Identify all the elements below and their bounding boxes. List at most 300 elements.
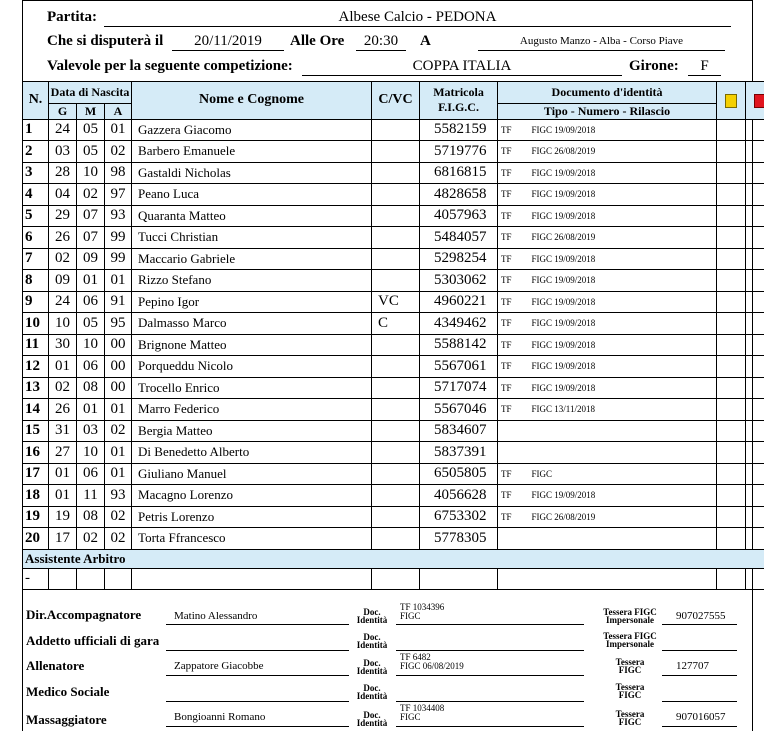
header-documento: Documento d'identità	[498, 82, 717, 104]
player-document-detail: FIGC 19/09/2018	[531, 382, 596, 393]
player-birth-year: 00	[105, 356, 132, 378]
assistente-m	[77, 568, 105, 590]
assistente-nome	[132, 568, 372, 590]
competizione-line	[302, 75, 622, 76]
massaggiatore-doc-1: TF 1034408	[400, 703, 445, 713]
player-matricola: 4057963	[420, 205, 498, 227]
dir-name: Matino Alessandro	[174, 610, 258, 622]
header-data-nascita: Data di Nascita	[49, 82, 132, 104]
player-birth-day: 28	[49, 162, 77, 184]
player-document-type: TF	[501, 124, 512, 135]
player-red-card	[746, 442, 764, 464]
player-document-detail: FIGC 19/09/2018	[531, 275, 596, 286]
player-number: 1	[23, 119, 49, 141]
allenatore-tessera: 127707	[676, 660, 709, 672]
player-document-type: TF	[501, 339, 512, 350]
player-red-card	[746, 463, 764, 485]
player-birth-day: 02	[49, 248, 77, 270]
player-number: 4	[23, 184, 49, 206]
allenatore-label: Allenatore	[26, 658, 85, 673]
header-yellow-card	[717, 82, 746, 120]
player-red-card	[746, 313, 764, 335]
player-captain	[372, 119, 420, 141]
girone-value: F	[700, 58, 709, 74]
player-birth-day: 03	[49, 141, 77, 163]
player-row	[23, 141, 764, 163]
player-name: Barbero Emanuele	[132, 141, 372, 163]
player-number: 3	[23, 162, 49, 184]
player-birth-month: 03	[77, 420, 105, 442]
player-yellow-card	[717, 506, 746, 528]
player-document	[498, 184, 717, 206]
allenatore-doc-2: FIGC 06/08/2019	[400, 661, 464, 671]
allenatore-line	[166, 675, 349, 676]
data-line	[172, 50, 284, 51]
player-name: Porqueddu Nicolo	[132, 356, 372, 378]
player-row	[23, 356, 764, 378]
partita-value: Albese Calcio - PEDONA	[338, 9, 497, 25]
player-birth-day: 27	[49, 442, 77, 464]
player-red-card	[746, 356, 764, 378]
player-row	[23, 334, 764, 356]
yellow-card-icon	[725, 94, 737, 108]
dir-tessera-label: Tessera FIGC Impersonale	[603, 607, 657, 625]
allenatore-name: Zappatore Giacobbe	[174, 660, 264, 672]
massaggiatore-tessera: 907016057	[676, 711, 726, 723]
a-label: A	[420, 33, 431, 49]
player-birth-month: 09	[77, 248, 105, 270]
player-document	[498, 377, 717, 399]
player-birth-month: 10	[77, 442, 105, 464]
player-document-detail: FIGC 19/09/2018	[531, 167, 596, 178]
player-birth-day: 19	[49, 506, 77, 528]
player-document-detail: FIGC 26/08/2019	[531, 232, 596, 243]
player-birth-month: 05	[77, 119, 105, 141]
player-yellow-card	[717, 141, 746, 163]
player-red-card	[746, 248, 764, 270]
header-documento-sub: Tipo - Numero - Rilascio	[498, 103, 717, 119]
allenatore-doc-1: TF 6482	[400, 652, 431, 662]
player-birth-day: 04	[49, 184, 77, 206]
player-name: Gastaldi Nicholas	[132, 162, 372, 184]
player-birth-day: 24	[49, 119, 77, 141]
player-birth-day: 26	[49, 227, 77, 249]
competizione-value: COPPA ITALIA	[412, 58, 512, 74]
allenatore-doc-label: Doc. Identità	[356, 658, 388, 676]
massaggiatore-doc-label: Doc. Identità	[356, 710, 388, 728]
player-name: Torta Ffrancesco	[132, 528, 372, 550]
player-birth-month: 10	[77, 162, 105, 184]
player-captain	[372, 162, 420, 184]
assistente-row	[23, 568, 764, 590]
player-birth-month: 07	[77, 227, 105, 249]
player-matricola: 4056628	[420, 485, 498, 507]
player-matricola: 6753302	[420, 506, 498, 528]
player-red-card	[746, 184, 764, 206]
player-yellow-card	[717, 399, 746, 421]
header-a: A	[105, 103, 132, 119]
player-name: Macagno Lorenzo	[132, 485, 372, 507]
player-birth-year: 02	[105, 506, 132, 528]
player-document	[498, 399, 717, 421]
player-red-card	[746, 485, 764, 507]
player-number: 20	[23, 528, 49, 550]
player-row	[23, 162, 764, 184]
header-red-card	[746, 82, 764, 120]
player-red-card	[746, 227, 764, 249]
player-document-type: TF	[501, 253, 512, 264]
massaggiatore-tessera-line	[662, 726, 737, 727]
player-yellow-card	[717, 270, 746, 292]
player-name: Petris Lorenzo	[132, 506, 372, 528]
player-name: Bergia Matteo	[132, 420, 372, 442]
player-document	[498, 334, 717, 356]
header-g: G	[49, 103, 77, 119]
player-matricola: 5834607	[420, 420, 498, 442]
player-yellow-card	[717, 377, 746, 399]
competizione-label: Valevole per la seguente competizione:	[47, 58, 293, 74]
player-document-type: TF	[501, 511, 512, 522]
medico-tessera-label: Tessera FIGC	[615, 682, 645, 700]
player-document	[498, 420, 717, 442]
assistente-yellow	[717, 568, 746, 590]
player-document-type: TF	[501, 275, 512, 286]
player-row	[23, 205, 764, 227]
player-row	[23, 463, 764, 485]
ore-line	[356, 50, 406, 51]
luogo-line	[478, 50, 725, 51]
ore-value: 20:30	[363, 33, 399, 49]
player-birth-day: 10	[49, 313, 77, 335]
luogo-value: Augusto Manzo - Alba - Corso Piave	[519, 35, 684, 47]
dir-doc-label: Doc. Identità	[356, 607, 388, 625]
player-birth-day: 01	[49, 485, 77, 507]
player-document	[498, 485, 717, 507]
player-matricola: 4349462	[420, 313, 498, 335]
player-captain	[372, 184, 420, 206]
medico-line	[166, 701, 349, 702]
player-red-card	[746, 205, 764, 227]
medico-tessera-line	[662, 701, 737, 702]
player-matricola: 4960221	[420, 291, 498, 313]
player-red-card	[746, 162, 764, 184]
player-birth-month: 05	[77, 141, 105, 163]
player-yellow-card	[717, 248, 746, 270]
player-birth-day: 01	[49, 356, 77, 378]
player-matricola: 5298254	[420, 248, 498, 270]
player-birth-year: 95	[105, 313, 132, 335]
player-captain: C	[372, 313, 420, 335]
data-value: 20/11/2019	[194, 33, 262, 49]
player-birth-year: 02	[105, 141, 132, 163]
player-captain	[372, 270, 420, 292]
player-yellow-card	[717, 528, 746, 550]
assistente-n: -	[23, 568, 49, 590]
player-number: 12	[23, 356, 49, 378]
massaggiatore-doc-line	[396, 726, 584, 727]
player-number: 11	[23, 334, 49, 356]
player-captain	[372, 227, 420, 249]
partita-line	[104, 26, 731, 27]
player-number: 16	[23, 442, 49, 464]
player-number: 8	[23, 270, 49, 292]
player-birth-month: 05	[77, 313, 105, 335]
player-captain	[372, 442, 420, 464]
player-birth-year: 00	[105, 377, 132, 399]
player-name: Pepino Igor	[132, 291, 372, 313]
player-document	[498, 356, 717, 378]
player-birth-day: 26	[49, 399, 77, 421]
ore-label: Alle Ore	[290, 33, 345, 49]
addetto-doc-line	[396, 650, 584, 651]
medico-doc-line	[396, 701, 584, 702]
player-birth-day: 02	[49, 377, 77, 399]
player-yellow-card	[717, 463, 746, 485]
player-birth-year: 99	[105, 227, 132, 249]
player-birth-year: 01	[105, 119, 132, 141]
dir-label: Dir.Accompagnatore	[26, 607, 142, 622]
player-birth-year: 02	[105, 420, 132, 442]
player-red-card	[746, 528, 764, 550]
allenatore-tessera-label: Tessera FIGC	[615, 657, 645, 675]
assistente-a	[105, 568, 132, 590]
medico-label: Medico Sociale	[26, 684, 110, 699]
player-red-card	[746, 141, 764, 163]
assistente-red	[746, 568, 764, 590]
massaggiatore-doc-2: FIGC	[400, 712, 421, 722]
player-matricola: 5567046	[420, 399, 498, 421]
player-captain	[372, 399, 420, 421]
player-row	[23, 485, 764, 507]
player-document	[498, 442, 717, 464]
red-card-icon	[754, 94, 764, 108]
player-number: 7	[23, 248, 49, 270]
player-yellow-card	[717, 291, 746, 313]
player-captain	[372, 356, 420, 378]
assistente-g	[49, 568, 77, 590]
player-matricola: 6505805	[420, 463, 498, 485]
player-birth-month: 01	[77, 270, 105, 292]
player-document-type: TF	[501, 167, 512, 178]
player-document-detail: FIGC 19/09/2018	[531, 296, 596, 307]
player-document	[498, 291, 717, 313]
player-document-type: TF	[501, 189, 512, 200]
header-m: M	[77, 103, 105, 119]
dir-doc-line	[396, 624, 584, 625]
player-document-type: TF	[501, 296, 512, 307]
girone-label: Girone:	[629, 58, 679, 74]
player-yellow-card	[717, 485, 746, 507]
player-birth-day: 30	[49, 334, 77, 356]
player-document-type: TF	[501, 361, 512, 372]
player-captain: VC	[372, 291, 420, 313]
player-name: Brignone Matteo	[132, 334, 372, 356]
player-red-card	[746, 291, 764, 313]
player-birth-day: 24	[49, 291, 77, 313]
player-row	[23, 184, 764, 206]
player-number: 14	[23, 399, 49, 421]
player-document-detail: FIGC	[531, 468, 553, 479]
player-document-detail: FIGC 19/09/2018	[531, 210, 596, 221]
girone-line	[688, 75, 721, 76]
addetto-label: Addetto ufficiali di gara	[26, 633, 160, 648]
player-row	[23, 270, 764, 292]
player-document-type: TF	[501, 468, 512, 479]
player-document-detail: FIGC 13/11/2018	[531, 404, 595, 415]
player-name: Marro Federico	[132, 399, 372, 421]
player-birth-month: 10	[77, 334, 105, 356]
player-birth-year: 01	[105, 463, 132, 485]
player-name: Giuliano Manuel	[132, 463, 372, 485]
player-row	[23, 399, 764, 421]
player-yellow-card	[717, 162, 746, 184]
player-document-detail: FIGC 19/09/2018	[531, 189, 596, 200]
player-document-type: TF	[501, 382, 512, 393]
player-captain	[372, 420, 420, 442]
player-number: 6	[23, 227, 49, 249]
player-row	[23, 119, 764, 141]
player-number: 9	[23, 291, 49, 313]
player-birth-month: 02	[77, 528, 105, 550]
player-captain	[372, 141, 420, 163]
massaggiatore-name: Bongioanni Romano	[174, 711, 266, 723]
player-matricola: 5719776	[420, 141, 498, 163]
player-document-type: TF	[501, 210, 512, 221]
player-birth-year: 91	[105, 291, 132, 313]
player-document-detail: FIGC 19/09/2018	[531, 253, 596, 264]
player-yellow-card	[717, 227, 746, 249]
player-birth-year: 98	[105, 162, 132, 184]
player-birth-year: 00	[105, 334, 132, 356]
player-document	[498, 506, 717, 528]
player-document-detail: FIGC 19/09/2018	[531, 318, 596, 329]
dir-doc-1: TF 1034396	[400, 602, 445, 612]
player-yellow-card	[717, 442, 746, 464]
player-yellow-card	[717, 313, 746, 335]
player-birth-year: 99	[105, 248, 132, 270]
player-row	[23, 420, 764, 442]
player-document-detail: FIGC 26/08/2019	[531, 511, 596, 522]
player-captain	[372, 205, 420, 227]
player-birth-year: 93	[105, 205, 132, 227]
player-row	[23, 377, 764, 399]
player-name: Tucci Christian	[132, 227, 372, 249]
player-birth-day: 01	[49, 463, 77, 485]
player-yellow-card	[717, 334, 746, 356]
player-yellow-card	[717, 119, 746, 141]
player-document-detail: FIGC 19/09/2018	[531, 361, 596, 372]
player-document	[498, 119, 717, 141]
player-document-detail: FIGC 19/09/2018	[531, 124, 596, 135]
player-yellow-card	[717, 205, 746, 227]
player-yellow-card	[717, 184, 746, 206]
player-red-card	[746, 270, 764, 292]
player-birth-day: 31	[49, 420, 77, 442]
player-document-type: TF	[501, 318, 512, 329]
partita-label: Partita:	[47, 9, 97, 25]
player-number: 19	[23, 506, 49, 528]
player-document	[498, 270, 717, 292]
player-document-detail: FIGC 19/09/2018	[531, 339, 596, 350]
player-name: Quaranta Matteo	[132, 205, 372, 227]
player-birth-year: 02	[105, 528, 132, 550]
addetto-tessera-label: Tessera FIGC Impersonale	[603, 631, 657, 649]
massaggiatore-line	[166, 726, 349, 727]
header-n: N.	[23, 82, 49, 120]
player-birth-month: 02	[77, 184, 105, 206]
roster-table	[22, 81, 764, 590]
player-birth-day: 17	[49, 528, 77, 550]
player-matricola: 5484057	[420, 227, 498, 249]
player-red-card	[746, 399, 764, 421]
player-captain	[372, 377, 420, 399]
addetto-tessera-line	[662, 650, 737, 651]
roster-body	[23, 119, 764, 549]
player-name: Gazzera Giacomo	[132, 119, 372, 141]
player-yellow-card	[717, 420, 746, 442]
player-name: Maccario Gabriele	[132, 248, 372, 270]
player-number: 10	[23, 313, 49, 335]
player-birth-month: 07	[77, 205, 105, 227]
player-red-card	[746, 506, 764, 528]
player-matricola: 5778305	[420, 528, 498, 550]
player-document	[498, 205, 717, 227]
player-row	[23, 291, 764, 313]
player-red-card	[746, 377, 764, 399]
player-birth-year: 01	[105, 442, 132, 464]
dir-doc-2: FIGC	[400, 611, 421, 621]
player-birth-year: 01	[105, 399, 132, 421]
assistente-header: Assistente Arbitro	[23, 549, 764, 568]
player-birth-month: 06	[77, 356, 105, 378]
player-document-detail: FIGC 19/09/2018	[531, 490, 596, 501]
player-document	[498, 313, 717, 335]
player-document	[498, 528, 717, 550]
player-row	[23, 442, 764, 464]
player-document-type: TF	[501, 146, 512, 157]
player-matricola: 5837391	[420, 442, 498, 464]
player-birth-day: 09	[49, 270, 77, 292]
player-name: Rizzo Stefano	[132, 270, 372, 292]
player-captain	[372, 248, 420, 270]
player-red-card	[746, 334, 764, 356]
player-matricola: 5582159	[420, 119, 498, 141]
player-name: Di Benedetto Alberto	[132, 442, 372, 464]
player-matricola: 5303062	[420, 270, 498, 292]
player-captain	[372, 528, 420, 550]
addetto-line	[166, 650, 349, 651]
player-matricola: 6816815	[420, 162, 498, 184]
player-matricola: 5588142	[420, 334, 498, 356]
player-captain	[372, 485, 420, 507]
header-matricola: Matricola F.I.G.C.	[420, 82, 498, 120]
player-yellow-card	[717, 356, 746, 378]
dir-line	[166, 624, 349, 625]
header-nome: Nome e Cognome	[132, 82, 372, 120]
player-document	[498, 162, 717, 184]
data-label: Che si disputerà il	[47, 33, 164, 49]
player-matricola: 5717074	[420, 377, 498, 399]
massaggiatore-label: Massaggiatore	[26, 712, 107, 727]
player-number: 13	[23, 377, 49, 399]
player-number: 2	[23, 141, 49, 163]
assistente-documento	[498, 568, 717, 590]
player-number: 15	[23, 420, 49, 442]
player-document-type: TF	[501, 232, 512, 243]
player-document	[498, 463, 717, 485]
player-birth-month: 08	[77, 506, 105, 528]
player-number: 18	[23, 485, 49, 507]
